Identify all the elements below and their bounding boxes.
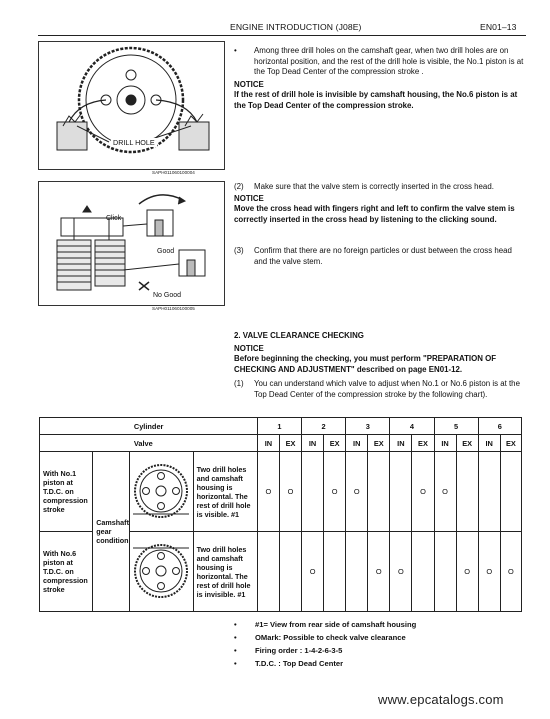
mark-cell: [302, 452, 324, 532]
ex-header: EX: [500, 435, 521, 452]
mark-cell: O: [279, 452, 301, 532]
mark-cell: [279, 532, 301, 612]
mark-cell: [456, 452, 478, 532]
in-header: IN: [434, 435, 456, 452]
note-item: #1= View from rear side of camshaft housing: [255, 620, 417, 629]
note-bullet: •: [234, 646, 237, 655]
mark-cell: [346, 532, 368, 612]
notice-text: Move the cross head with fingers right and left to confirm the valve stem is correctly inserted in the cross head by listening to the clicking sound.: [234, 204, 515, 224]
mark-cell: O: [456, 532, 478, 612]
camshaft-gear-condition-label: Camshaft gear condition: [93, 452, 130, 612]
step-number: (2): [234, 182, 244, 191]
mark-cell: O: [346, 452, 368, 532]
fig1-code: SAPH011060100004: [152, 170, 195, 175]
in-header: IN: [302, 435, 324, 452]
header-rule: [38, 35, 526, 36]
cylinder-num: 2: [302, 418, 346, 435]
row1-description: Two drill holes and camshaft housing is horizontal. The rest of drill hole is visible. #1: [193, 452, 257, 532]
note-item: OMark: Possible to check valve clearance: [255, 633, 406, 642]
header-title: ENGINE INTRODUCTION (J08E): [230, 22, 362, 32]
mark-cell: O: [434, 452, 456, 532]
note-bullet: •: [234, 659, 237, 668]
cylinder-num: 5: [434, 418, 478, 435]
ex-header: EX: [412, 435, 434, 452]
ex-header: EX: [279, 435, 301, 452]
step-number: (1): [234, 379, 244, 388]
row2-description: Two drill holes and camshaft housing is horizontal. The rest of drill hole is invisible. #1: [193, 532, 257, 612]
mark-cell: O: [257, 452, 279, 532]
cross-head-figure: [38, 181, 225, 306]
mark-cell: [368, 452, 390, 532]
in-header: IN: [390, 435, 412, 452]
ex-header: EX: [368, 435, 390, 452]
mark-cell: [434, 532, 456, 612]
section-title: 2. VALVE CLEARANCE CHECKING: [234, 331, 364, 340]
note-bullet: •: [234, 633, 237, 642]
row2-label: With No.6 piston at T.D.C. on compression stroke: [40, 532, 93, 612]
cross-head-illustration: [39, 182, 224, 305]
mark-cell: O: [368, 532, 390, 612]
cylinder-num: 3: [346, 418, 390, 435]
row1-label: With No.1 piston at T.D.C. on compression stroke: [40, 452, 93, 532]
cylinder-num: 4: [390, 418, 434, 435]
mark-cell: O: [324, 452, 346, 532]
gear-diagram-cell: [130, 452, 193, 532]
ex-header: EX: [324, 435, 346, 452]
mark-cell: O: [478, 532, 500, 612]
cylinder-header: Cylinder: [130, 418, 258, 435]
notice-heading: NOTICE: [234, 80, 264, 89]
in-header: IN: [257, 435, 279, 452]
click-label: Click: [106, 215, 122, 222]
table-header-row: [40, 418, 522, 435]
step3-text: Confirm that there are no foreign particles or dust between the cross head and the valve stem.: [254, 246, 512, 266]
step2-text: Make sure that the valve stem is correctly inserted in the cross head.: [254, 182, 494, 191]
cylinder-num: 1: [257, 418, 301, 435]
gear-diagram-cell: [130, 532, 193, 612]
footer-watermark[interactable]: www.epcatalogs.com: [378, 692, 504, 707]
in-header: IN: [478, 435, 500, 452]
valve-clearance-table: [39, 417, 522, 612]
drill-hole-paragraph: Among three drill holes on the camshaft gear, when two drill holes are on horizontal position, and the rest of the drill hole is visible, the No.1 piston is at the Top Dead Center of the compression stroke .: [254, 46, 524, 77]
mark-cell: [390, 452, 412, 532]
notice-text: If the rest of drill hole is invisible by camshaft housing, the No.6 piston is at the Top Dead Center of the compression stroke.: [234, 90, 518, 110]
notice-heading: NOTICE: [234, 194, 264, 203]
camshaft-gear-illustration: [39, 42, 224, 169]
mark-cell: O: [390, 532, 412, 612]
note-item: T.D.C. : Top Dead Center: [255, 659, 344, 668]
page-number: EN01–13: [480, 22, 517, 32]
no-good-label: No Good: [153, 292, 182, 299]
mark-cell: O: [302, 532, 324, 612]
notice-text: Before beginning the checking, you must perform "PREPARATION OF CHECKING AND ADJUSTMENT" described on page EN01-12.: [234, 354, 497, 374]
fig2-code: SAPH011060100005: [152, 306, 195, 311]
mark-cell: O: [500, 532, 521, 612]
table-header-row: [40, 435, 522, 452]
mark-cell: [324, 532, 346, 612]
cylinder-num: 6: [478, 418, 521, 435]
good-label: Good: [157, 248, 175, 255]
note-item: Firing order : 1-4-2-6-3-5: [255, 646, 343, 655]
mark-cell: [500, 452, 521, 532]
mark-cell: [478, 452, 500, 532]
note-bullet: •: [234, 620, 237, 629]
step-number: (3): [234, 246, 244, 255]
valve-header: Valve: [130, 435, 258, 452]
mark-cell: [257, 532, 279, 612]
camshaft-gear-icon: [131, 536, 191, 606]
notice-heading: NOTICE: [234, 344, 264, 353]
step1-text: You can understand which valve to adjust when No.1 or No.6 piston is at the Top Dead Center of the compression stroke by the following chart).: [254, 379, 520, 399]
table-row: [40, 452, 522, 532]
mark-cell: O: [412, 452, 434, 532]
bullet: •: [234, 46, 237, 55]
camshaft-gear-icon: [131, 456, 191, 526]
mark-cell: [412, 532, 434, 612]
in-header: IN: [346, 435, 368, 452]
drill-hole-figure: [38, 41, 225, 170]
ex-header: EX: [456, 435, 478, 452]
drill-hole-label: DRILL HOLE: [113, 138, 155, 147]
